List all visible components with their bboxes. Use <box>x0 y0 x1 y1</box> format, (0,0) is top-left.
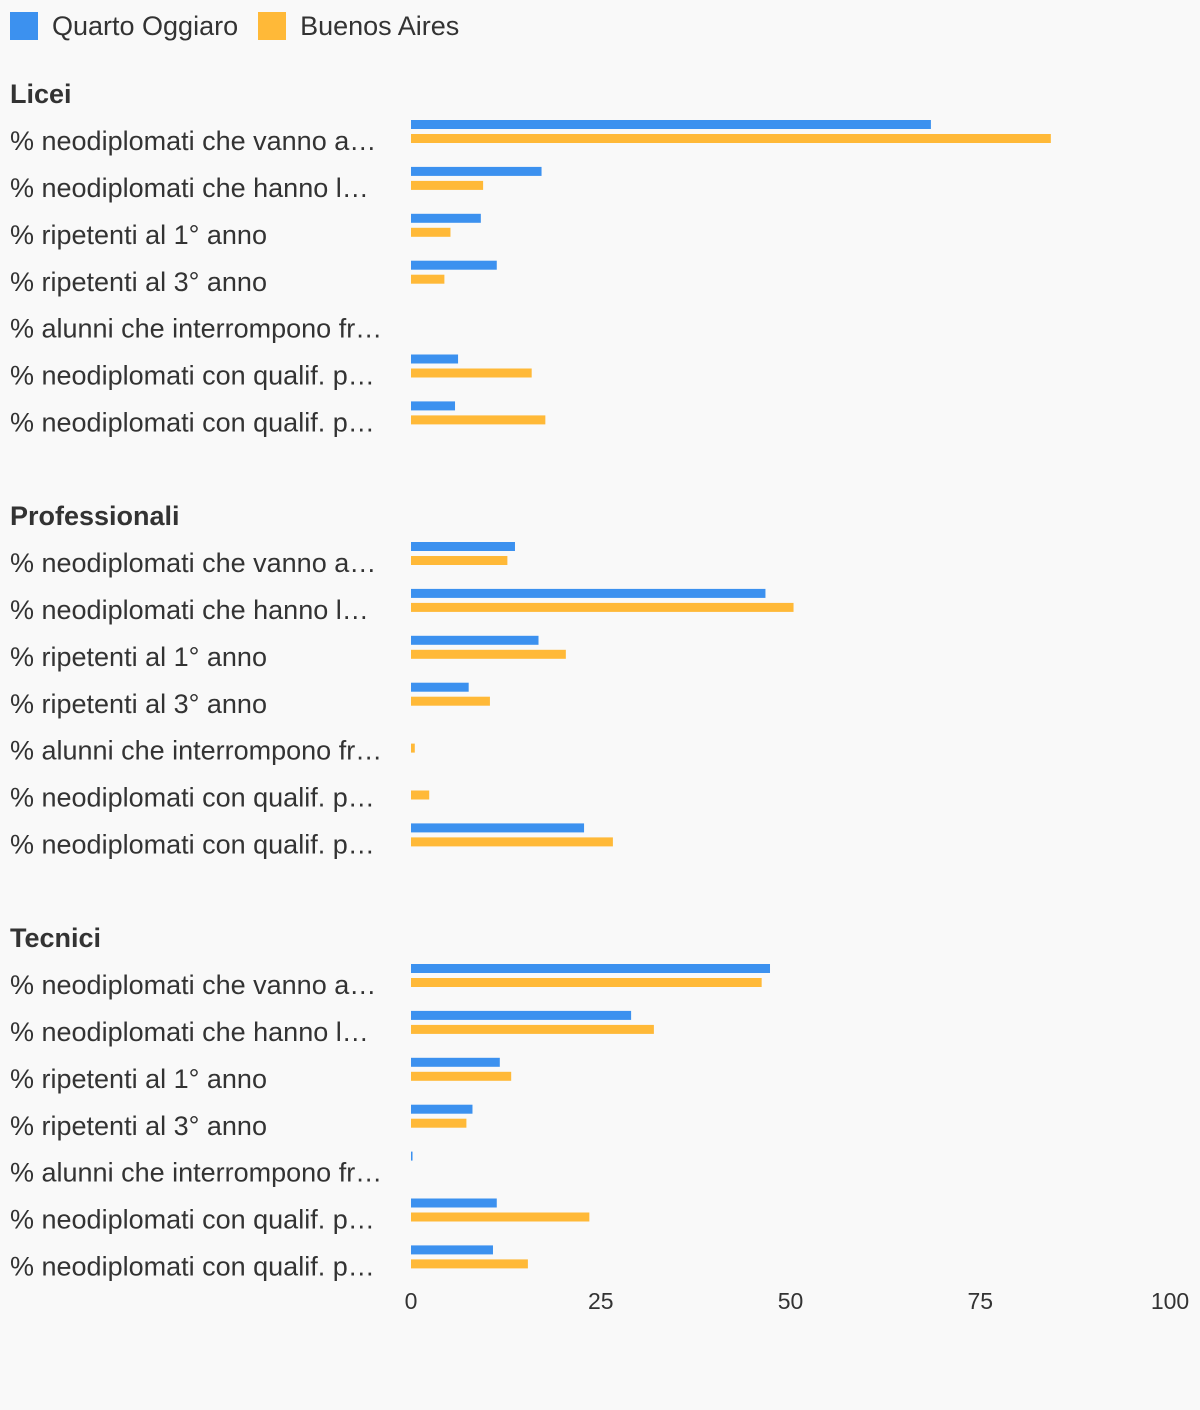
legend-label-quarto-oggiaro: Quarto Oggiaro <box>52 10 239 41</box>
category-label: % ripetenti al 1° anno <box>10 1063 267 1094</box>
category-label: % neodiplomati che hanno l… <box>10 595 369 626</box>
category-label: % neodiplomati con qualif. p… <box>10 360 375 391</box>
category-label: % neodiplomati con qualif. p… <box>10 782 375 813</box>
bar-quarto-oggiaro[interactable] <box>411 1058 500 1067</box>
bar-buenos-aires[interactable] <box>411 369 532 378</box>
bar-buenos-aires[interactable] <box>411 603 794 612</box>
group-title: Tecnici <box>10 923 102 954</box>
bar-buenos-aires[interactable] <box>411 1259 528 1268</box>
bar-buenos-aires[interactable] <box>411 791 429 800</box>
bar-quarto-oggiaro[interactable] <box>411 964 770 973</box>
bar-buenos-aires[interactable] <box>411 556 507 565</box>
bar-quarto-oggiaro[interactable] <box>411 636 539 645</box>
bar-quarto-oggiaro[interactable] <box>411 355 458 364</box>
bar-quarto-oggiaro[interactable] <box>411 261 497 270</box>
bar-buenos-aires[interactable] <box>411 697 490 706</box>
bar-quarto-oggiaro[interactable] <box>411 1105 472 1114</box>
category-label: % neodiplomati che vanno a… <box>10 126 377 157</box>
bar-buenos-aires[interactable] <box>411 134 1051 143</box>
bar-buenos-aires[interactable] <box>411 1025 654 1034</box>
bar-buenos-aires[interactable] <box>411 1072 511 1081</box>
bar-buenos-aires[interactable] <box>411 415 545 424</box>
category-label: % ripetenti al 3° anno <box>10 688 267 719</box>
bar-buenos-aires[interactable] <box>411 650 566 659</box>
category-label: % neodiplomati con qualif. p… <box>10 407 375 438</box>
bar-quarto-oggiaro[interactable] <box>411 683 469 692</box>
bar-quarto-oggiaro[interactable] <box>411 214 481 223</box>
x-tick-label: 25 <box>587 1288 614 1315</box>
category-label: % neodiplomati che vanno a… <box>10 970 377 1001</box>
bar-quarto-oggiaro[interactable] <box>411 1199 497 1208</box>
category-label: % neodiplomati che hanno l… <box>10 1017 369 1048</box>
x-tick-label: 50 <box>777 1288 804 1315</box>
category-label: % alunni che interrompono fr… <box>10 1157 383 1188</box>
category-label: % ripetenti al 3° anno <box>10 266 267 297</box>
bar-buenos-aires[interactable] <box>411 275 444 284</box>
legend-label-buenos-aires: Buenos Aires <box>300 10 460 41</box>
group-title: Licei <box>10 79 72 110</box>
bar-quarto-oggiaro[interactable] <box>411 1152 413 1161</box>
bar-quarto-oggiaro[interactable] <box>411 1245 493 1254</box>
x-tick-label: 100 <box>1150 1288 1190 1315</box>
category-label: % neodiplomati che hanno l… <box>10 173 369 204</box>
bar-buenos-aires[interactable] <box>411 744 415 753</box>
bar-buenos-aires[interactable] <box>411 181 483 190</box>
group-title: Professionali <box>10 501 180 532</box>
bar-buenos-aires[interactable] <box>411 228 450 237</box>
bar-quarto-oggiaro[interactable] <box>411 401 455 410</box>
bar-quarto-oggiaro[interactable] <box>411 823 584 832</box>
category-label: % alunni che interrompono fr… <box>10 735 383 766</box>
bar-buenos-aires[interactable] <box>411 978 762 987</box>
bar-quarto-oggiaro[interactable] <box>411 167 542 176</box>
bar-quarto-oggiaro[interactable] <box>411 542 515 551</box>
category-label: % ripetenti al 1° anno <box>10 641 267 672</box>
category-label: % neodiplomati che vanno a… <box>10 548 377 579</box>
bar-buenos-aires[interactable] <box>411 837 613 846</box>
category-label: % neodiplomati con qualif. p… <box>10 1204 375 1235</box>
bar-buenos-aires[interactable] <box>411 1119 466 1128</box>
bar-quarto-oggiaro[interactable] <box>411 120 931 129</box>
category-label: % neodiplomati con qualif. p… <box>10 829 375 860</box>
bar-quarto-oggiaro[interactable] <box>411 589 765 598</box>
category-label: % ripetenti al 1° anno <box>10 219 267 250</box>
bar-buenos-aires[interactable] <box>411 1213 589 1222</box>
bar-quarto-oggiaro[interactable] <box>411 1011 631 1020</box>
category-label: % neodiplomati con qualif. p… <box>10 1251 375 1282</box>
category-label: % ripetenti al 3° anno <box>10 1110 267 1141</box>
x-tick-label: 75 <box>967 1288 994 1315</box>
category-label: % alunni che interrompono fr… <box>10 313 383 344</box>
x-tick-label: 0 <box>404 1288 418 1315</box>
